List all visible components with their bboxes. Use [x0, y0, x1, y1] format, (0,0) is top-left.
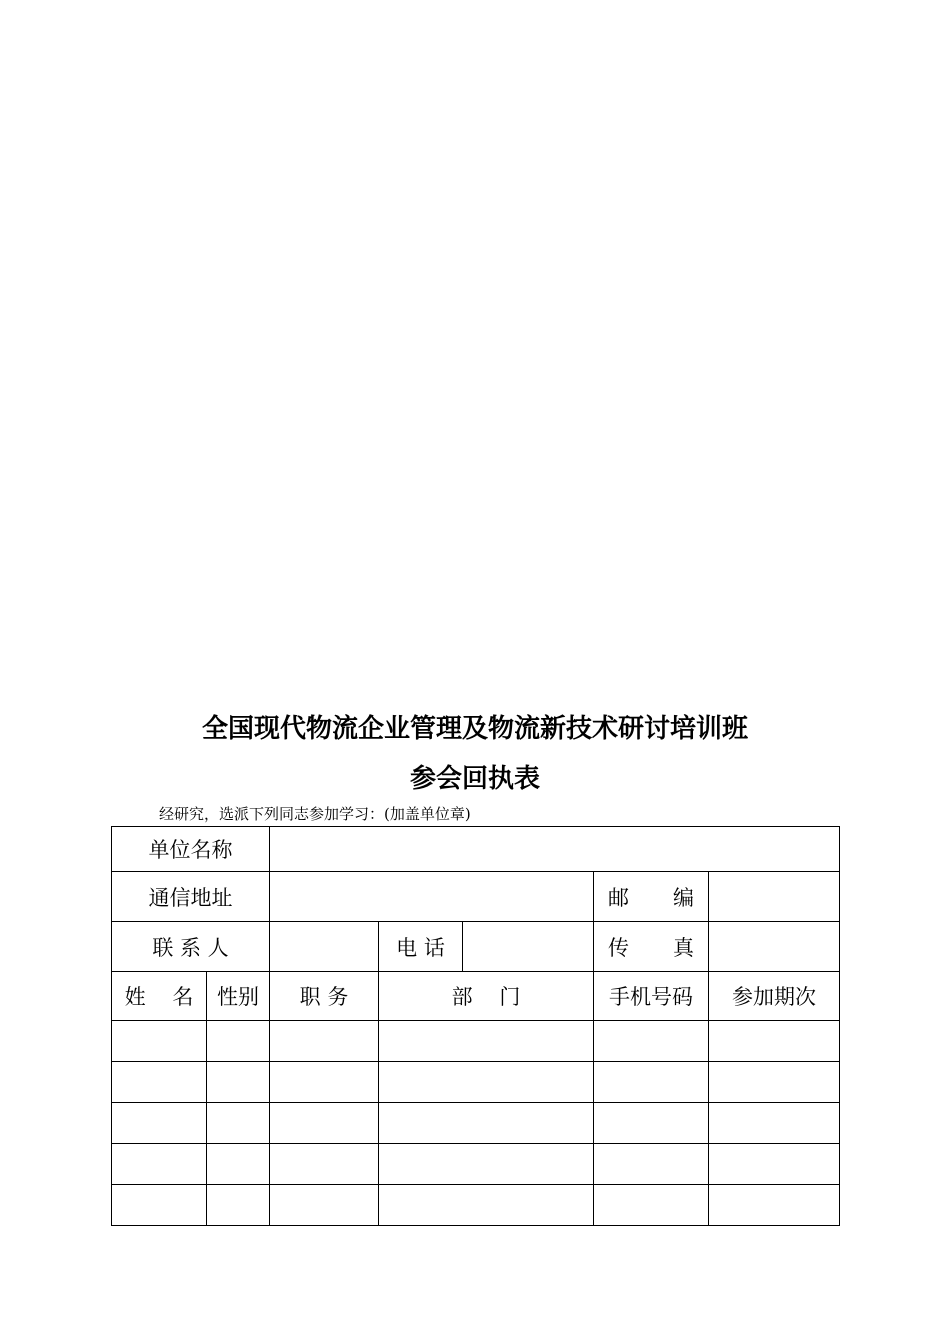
cell-department[interactable]: [379, 1021, 594, 1062]
address-label: 通信地址: [112, 872, 270, 922]
cell-gender[interactable]: [207, 1103, 270, 1144]
cell-name[interactable]: [112, 1103, 207, 1144]
form-subtitle: 参会回执表: [409, 764, 540, 794]
cell-department[interactable]: [379, 1185, 594, 1226]
col-session: 参加期次: [709, 972, 840, 1021]
cell-position[interactable]: [270, 1021, 379, 1062]
unit-name-label: 单位名称: [112, 827, 270, 872]
cell-department[interactable]: [379, 1103, 594, 1144]
unit-name-field[interactable]: [270, 827, 840, 872]
col-position: 职 务: [270, 972, 379, 1021]
cell-gender[interactable]: [207, 1185, 270, 1226]
cell-position[interactable]: [270, 1103, 379, 1144]
cell-session[interactable]: [709, 1144, 840, 1185]
cell-mobile[interactable]: [594, 1021, 709, 1062]
fax-label-b: 真: [673, 935, 694, 960]
phone-label: 电 话: [379, 922, 463, 972]
cell-session[interactable]: [709, 1103, 840, 1144]
contact-label: 联 系 人: [112, 922, 270, 972]
cell-name[interactable]: [112, 1062, 207, 1103]
col-mobile: 手机号码: [594, 972, 709, 1021]
postcode-label-a: 邮: [608, 885, 629, 910]
cell-gender[interactable]: [207, 1144, 270, 1185]
contact-field[interactable]: [270, 922, 379, 972]
table-row: [112, 1021, 840, 1062]
table-row: [112, 1103, 840, 1144]
cell-session[interactable]: [709, 1062, 840, 1103]
address-field[interactable]: [270, 872, 594, 922]
form-title: 全国现代物流企业管理及物流新技术研讨培训班: [201, 714, 748, 744]
col-department: 部 门: [379, 972, 594, 1021]
table-row: [112, 1144, 840, 1185]
fax-label: [594, 922, 709, 972]
cell-position[interactable]: [270, 1144, 379, 1185]
cell-name[interactable]: [112, 1144, 207, 1185]
cell-mobile[interactable]: [594, 1062, 709, 1103]
cell-gender[interactable]: [207, 1062, 270, 1103]
cell-gender[interactable]: [207, 1021, 270, 1062]
cell-name[interactable]: [112, 1021, 207, 1062]
cell-session[interactable]: [709, 1185, 840, 1226]
postcode-field[interactable]: [709, 872, 840, 922]
intro-text: 经研究，选派下列同志参加学习：(加盖单位章): [159, 805, 471, 823]
fax-field[interactable]: [709, 922, 840, 972]
table-row: [112, 1062, 840, 1103]
cell-mobile[interactable]: [594, 1185, 709, 1226]
postcode-label: [594, 872, 709, 922]
postcode-label-b: 编: [673, 885, 694, 910]
fax-label-a: 传: [608, 935, 629, 960]
cell-name[interactable]: [112, 1185, 207, 1226]
table-row: [112, 1185, 840, 1226]
cell-department[interactable]: [379, 1144, 594, 1185]
cell-mobile[interactable]: [594, 1144, 709, 1185]
col-name: 姓 名: [112, 972, 207, 1021]
cell-position[interactable]: [270, 1062, 379, 1103]
cell-department[interactable]: [379, 1062, 594, 1103]
cell-position[interactable]: [270, 1185, 379, 1226]
cell-mobile[interactable]: [594, 1103, 709, 1144]
registration-table: [111, 826, 840, 1226]
cell-session[interactable]: [709, 1021, 840, 1062]
col-gender: 性别: [207, 972, 270, 1021]
phone-field[interactable]: [463, 922, 594, 972]
